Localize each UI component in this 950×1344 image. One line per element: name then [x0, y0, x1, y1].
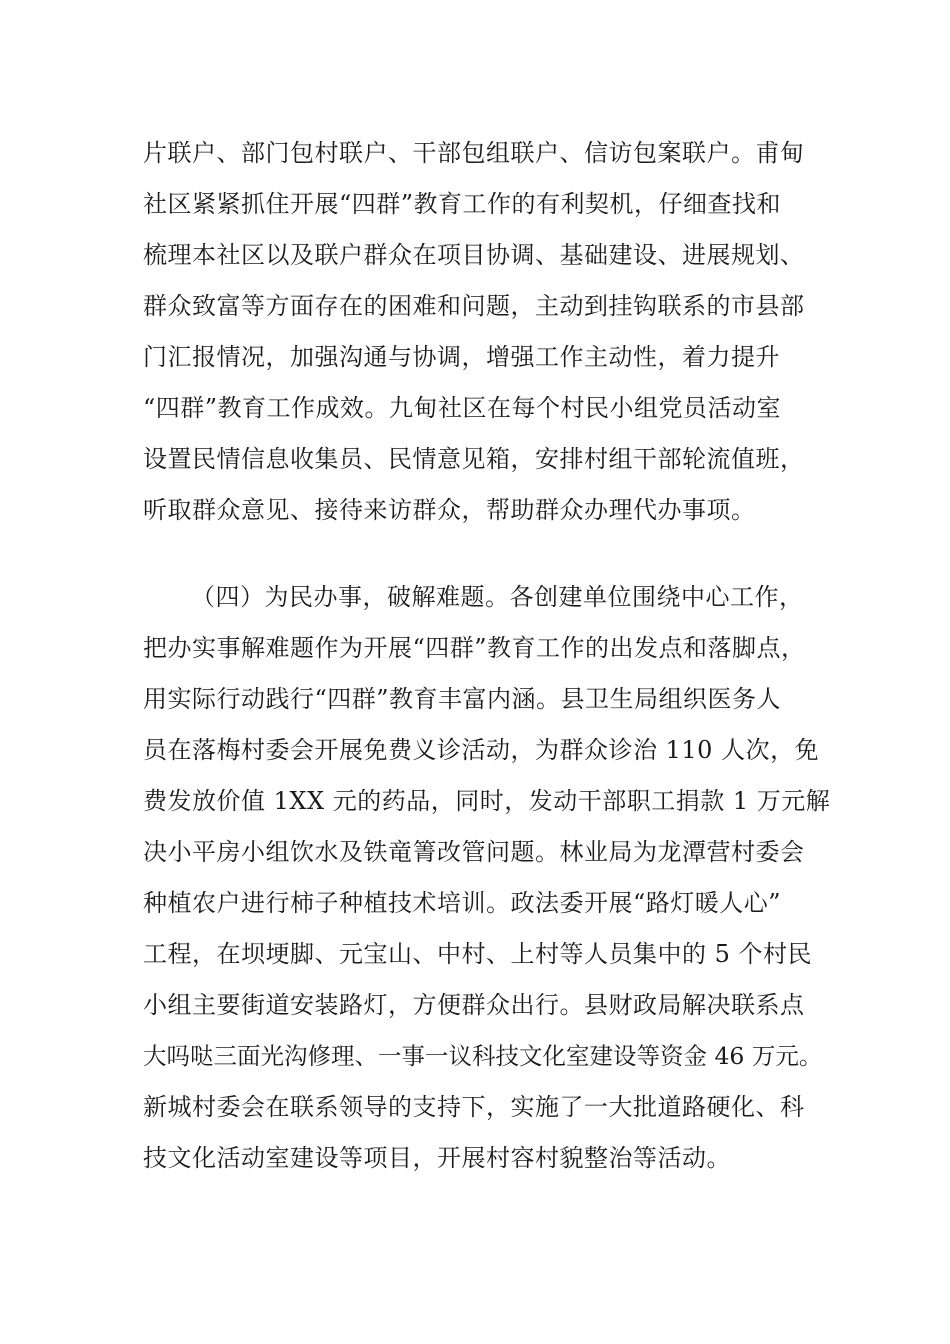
- paragraph-line: 小组主要街道安装路灯，方便群众出行。县财政局解决联系点: [143, 991, 805, 1019]
- paragraph-line: 群众致富等方面存在的困难和问题，主动到挂钩联系的市县部: [143, 292, 805, 320]
- paragraph-line: 用实际行动践行“四群”教育丰富内涵。县卫生局组织医务人: [143, 685, 782, 713]
- paragraph-line: 新城村委会在联系领导的支持下，实施了一大批道路硬化、科: [143, 1093, 805, 1121]
- paragraph-line: 决小平房小组饮水及铁竜箐改管问题。林业局为龙潭营村委会: [143, 838, 805, 866]
- paragraph-line: 梳理本社区以及联户群众在项目协调、基础建设、进展规划、: [143, 241, 805, 269]
- paragraph-line: 社区紧紧抓住开展“四群”教育工作的有利契机，仔细查找和: [143, 190, 782, 218]
- paragraph-line: 片联户、部门包村联户、干部包组联户、信访包案联户。甫甸: [143, 139, 805, 167]
- paragraph-line: 技文化活动室建设等项目，开展村容村貌整治等活动。: [143, 1144, 731, 1172]
- paragraph-line: 员在落梅村委会开展免费义诊活动，为群众诊治 110 人次，免: [143, 736, 820, 764]
- paragraph-line: 大吗哒三面光沟修理、一事一议科技文化室建设等资金 46 万元。: [143, 1042, 823, 1070]
- paragraph-line: 设置民情信息收集员、民情意见箱，安排村组干部轮流值班，: [143, 445, 805, 473]
- paragraph-line: 门汇报情况，加强沟通与协调，增强工作主动性，着力提升: [143, 343, 780, 371]
- paragraph-line: “四群”教育工作成效。九甸社区在每个村民小组党员活动室: [143, 394, 782, 422]
- paragraph-line: 工程，在坝埂脚、元宝山、中村、上村等人员集中的 5 个村民: [143, 940, 813, 968]
- paragraph-line: 听取群众意见、接待来访群众，帮助群众办理代办事项。: [143, 496, 756, 524]
- paragraph-line: 费发放价值 1XX 元的药品，同时，发动干部职工捐款 1 万元解: [143, 787, 831, 815]
- paragraph-line: 种植农户进行柿子种植技术培训。政法委开展“路灯暖人心”: [143, 889, 782, 917]
- paragraph-line: 把办实事解难题作为开展“四群”教育工作的出发点和落脚点，: [143, 634, 806, 662]
- paragraph-line: （四）为民办事，破解难题。各创建单位围绕中心工作，: [191, 583, 804, 611]
